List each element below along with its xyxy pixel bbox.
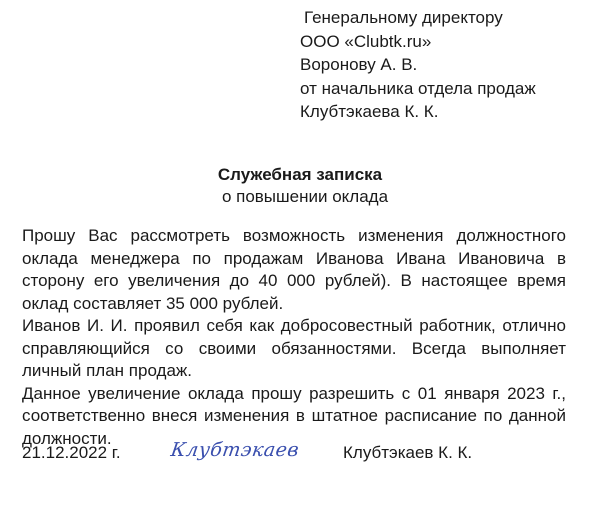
addressee-company: ООО «Clubtk.ru» <box>300 31 432 51</box>
memo-date: 21.12.2022 г. <box>22 443 121 462</box>
addressee-block <box>300 6 536 124</box>
addressee-position: Генеральному директору <box>304 8 503 27</box>
body-line: должности. <box>22 428 112 448</box>
memo-subtitle: о повышении оклада <box>221 187 389 206</box>
body-line: Данное увеличение оклада прошу разрешить с 01 января 2023 г., <box>22 383 566 403</box>
sender-position: от начальника отдела продаж <box>300 78 536 98</box>
signature-row <box>0 439 600 472</box>
sender-name: Клубтэкаева К. К. <box>300 102 439 121</box>
memo-body <box>22 225 566 450</box>
body-line: Прошу Вас рассмотреть возможность изменения должностного <box>22 226 566 245</box>
body-line: сторону его увеличения до 40 000 рублей). В настоящее время <box>22 271 566 290</box>
body-line: оклад составляет 35 000 рублей. <box>22 293 284 313</box>
body-line: личный план продаж. <box>22 361 192 380</box>
memo-title: Служебная записка <box>217 165 383 184</box>
signer-name: Клубтэкаев К. К. <box>343 443 473 462</box>
handwritten-signature: Клубтэкаев <box>169 439 301 461</box>
addressee-name: Воронову А. В. <box>300 55 418 74</box>
body-line: соответственно внеся изменения в штатное расписание по данной <box>22 406 566 425</box>
body-line: оклада менеджера по продажам Иванова Ивана Ивановича в <box>22 248 566 268</box>
body-line: Иванов И. И. проявил себя как добросовестный работник, отлично <box>22 316 566 335</box>
body-line: справляющийся со своими обязанностями. Всегда выполняет <box>22 338 566 358</box>
